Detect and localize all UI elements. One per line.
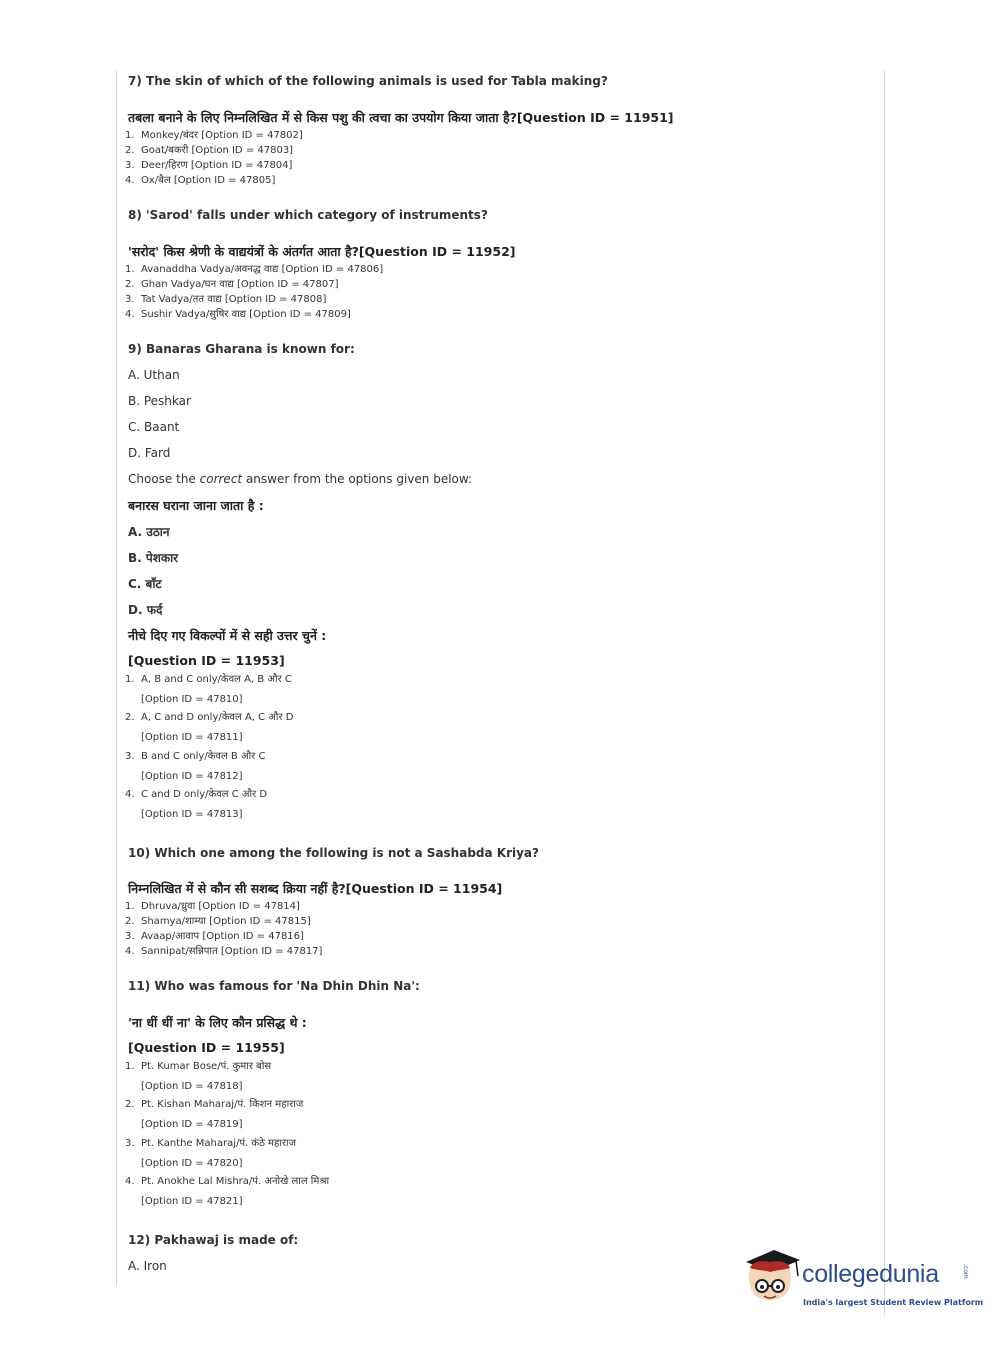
option-text: A, B and C only/केवल A, B और C xyxy=(141,674,292,685)
question-9-option-3-id: [Option ID = 47812] xyxy=(141,771,243,782)
choose-prefix: Choose the xyxy=(128,472,200,486)
option-text: Ox/बैल [Option ID = 47805] xyxy=(141,175,276,186)
option-text: A, C and D only/केवल A, C और D xyxy=(141,712,294,723)
choose-instruction xyxy=(128,472,472,486)
question-8-title: 8) 'Sarod' falls under which category of instruments? xyxy=(128,208,488,222)
option-text: Tat Vadya/तत वाद्य [Option ID = 47808] xyxy=(141,294,327,305)
question-7-hindi: तबला बनाने के लिए निम्नलिखित में से किस पशु की त्वचा का उपयोग किया जाता है?[Question ID = 11951] xyxy=(128,110,674,125)
question-8-option-4 xyxy=(125,306,351,320)
option-text: B and C only/केवल B और C xyxy=(141,751,266,762)
statement-d-en: D. Fard xyxy=(128,446,171,460)
choose-suffix: answer from the options given below: xyxy=(242,472,473,486)
question-9-option-2 xyxy=(125,709,294,723)
option-text: Avanaddha Vadya/अवनद्ध वाद्य [Option ID = 47806] xyxy=(141,264,384,275)
statement-b-en: B. Peshkar xyxy=(128,394,191,408)
option-text: Sannipat/सन्निपात [Option ID = 47817] xyxy=(141,946,323,957)
question-9-option-4-id: [Option ID = 47813] xyxy=(141,809,243,820)
option-text: Avaap/आवाप [Option ID = 47816] xyxy=(141,931,304,942)
option-number: 2. xyxy=(125,145,135,156)
question-9-option-1-id: [Option ID = 47810] xyxy=(141,694,243,705)
question-7-option-2 xyxy=(125,142,293,156)
option-text: Dhruva/ध्रुवा [Option ID = 47814] xyxy=(141,901,300,912)
option-number: 2. xyxy=(125,279,135,290)
question-11-option-2-id: [Option ID = 47819] xyxy=(141,1119,243,1130)
option-number: 4. xyxy=(125,946,135,957)
collegedunia-logo[interactable] xyxy=(740,1248,984,1318)
question-9-option-3 xyxy=(125,748,265,762)
question-7-option-4 xyxy=(125,172,275,186)
question-11-option-1-id: [Option ID = 47818] xyxy=(141,1081,243,1092)
question-10-option-1 xyxy=(125,898,300,912)
option-number: 1. xyxy=(125,264,135,275)
option-number: 1. xyxy=(125,674,135,685)
option-text: Sushir Vadya/सुषिर वाद्य [Option ID = 47809] xyxy=(141,309,351,320)
statement-a-en: A. Uthan xyxy=(128,368,180,382)
question-10-option-4 xyxy=(125,943,322,957)
logo-dotcom: .com xyxy=(962,1264,969,1279)
option-number: 4. xyxy=(125,309,135,320)
question-11-option-4 xyxy=(125,1173,329,1187)
hindi-choose-instruction: नीचे दिए गए विकल्पों में से सही उत्तर चुनें : xyxy=(128,628,327,643)
question-11-option-4-id: [Option ID = 47821] xyxy=(141,1196,243,1207)
question-11-option-3 xyxy=(125,1135,296,1149)
question-9-option-4 xyxy=(125,786,267,800)
mascot-icon xyxy=(740,1248,802,1310)
question-11-option-1 xyxy=(125,1058,271,1072)
choose-emphasis: correct xyxy=(199,472,243,486)
option-number: 3. xyxy=(125,294,135,305)
question-7-option-3 xyxy=(125,157,292,171)
option-number: 2. xyxy=(125,916,135,927)
statement-a-en: A. Iron xyxy=(128,1259,167,1273)
option-text: Pt. Kanthe Maharaj/पं. कंठे महाराज xyxy=(141,1138,297,1149)
statement-c-en: C. Baant xyxy=(128,420,180,434)
question-11-title: 11) Who was famous for 'Na Dhin Dhin Na': xyxy=(128,979,420,993)
option-number: 3. xyxy=(125,160,135,171)
question-10-option-2 xyxy=(125,913,311,927)
question-9-option-2-id: [Option ID = 47811] xyxy=(141,732,243,743)
question-10-option-3 xyxy=(125,928,304,942)
statement-b-hi: B. पेशकार xyxy=(128,551,179,565)
question-7-title: 7) The skin of which of the following animals is used for Tabla making? xyxy=(128,74,608,88)
option-number: 4. xyxy=(125,175,135,186)
question-9-option-1 xyxy=(125,671,292,685)
option-text: Pt. Anokhe Lal Mishra/पं. अनोखे लाल मिश्रा xyxy=(141,1176,330,1187)
option-text: Deer/हिरण [Option ID = 47804] xyxy=(141,160,293,171)
question-11-id: [Question ID = 11955] xyxy=(128,1040,285,1055)
question-11-option-3-id: [Option ID = 47820] xyxy=(141,1158,243,1169)
question-12-title: 12) Pakhawaj is made of: xyxy=(128,1233,299,1247)
question-9-hindi: बनारस घराना जाना जाता है : xyxy=(128,498,264,513)
question-11-option-2 xyxy=(125,1096,303,1110)
question-8-option-1 xyxy=(125,261,383,275)
option-number: 3. xyxy=(125,751,135,762)
option-number: 1. xyxy=(125,130,135,141)
option-number: 3. xyxy=(125,931,135,942)
statement-c-hi: C. बाँट xyxy=(128,577,162,591)
statement-d-hi: D. फर्द xyxy=(128,603,163,617)
question-10-title: 10) Which one among the following is not a Sashabda Kriya? xyxy=(128,846,539,860)
option-text: C and D only/केवल C और D xyxy=(141,789,268,800)
question-7-option-1 xyxy=(125,127,303,141)
option-number: 4. xyxy=(125,789,135,800)
option-number: 1. xyxy=(125,1061,135,1072)
statement-a-hi: A. उठान xyxy=(128,525,170,539)
option-text: Shamya/शाम्या [Option ID = 47815] xyxy=(141,916,311,927)
option-number: 1. xyxy=(125,901,135,912)
question-10-hindi: निम्नलिखित में से कौन सी सशब्द क्रिया नहीं है?[Question ID = 11954] xyxy=(128,881,503,896)
option-text: Ghan Vadya/घन वाद्य [Option ID = 47807] xyxy=(141,279,339,290)
option-number: 2. xyxy=(125,712,135,723)
option-text: Pt. Kishan Maharaj/पं. किशन महाराज xyxy=(141,1099,304,1110)
logo-tagline: India's largest Student Review Platform xyxy=(803,1298,984,1307)
logo-wordmark: collegedunia xyxy=(802,1260,939,1288)
option-text: Monkey/बंदर [Option ID = 47802] xyxy=(141,130,303,141)
question-9-id: [Question ID = 11953] xyxy=(128,653,285,668)
option-text: Pt. Kumar Bose/पं. कुमार बोस xyxy=(141,1061,272,1072)
option-text: Goat/बकरी [Option ID = 47803] xyxy=(141,145,294,156)
question-8-hindi: 'सरोद' किस श्रेणी के वाद्ययंत्रों के अंतर्गत आता है?[Question ID = 11952] xyxy=(128,244,516,259)
question-8-option-2 xyxy=(125,276,339,290)
option-number: 4. xyxy=(125,1176,135,1187)
question-11-hindi: 'ना धीं धीं ना' के लिए कौन प्रसिद्ध थे : xyxy=(128,1015,307,1030)
option-number: 2. xyxy=(125,1099,135,1110)
question-9-title: 9) Banaras Gharana is known for: xyxy=(128,342,355,356)
option-number: 3. xyxy=(125,1138,135,1149)
question-8-option-3 xyxy=(125,291,326,305)
